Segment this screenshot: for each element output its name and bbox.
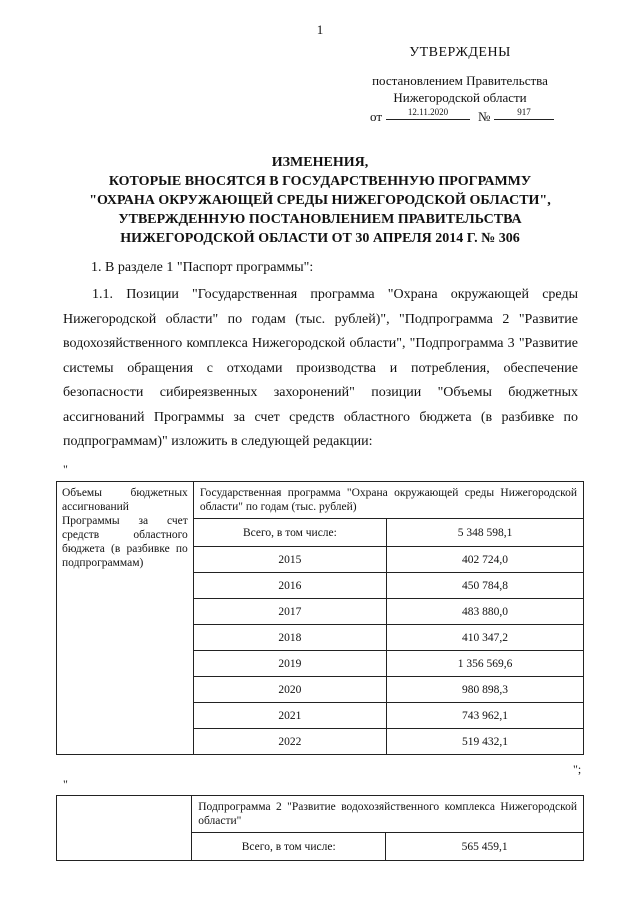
year-cell: 2016	[193, 573, 386, 599]
from-word: от	[370, 109, 383, 124]
title-line: ИЗМЕНЕНИЯ,	[271, 155, 369, 170]
budget-label-cell: Объемы бюджетных ассигнований Программы за счет средств областного бюджета (в разбивке по подпрограммам)	[57, 482, 194, 755]
title-line: НИЖЕГОРОДСКОЙ ОБЛАСТИ ОТ 30 АПРЕЛЯ 2014 Г. № 306	[120, 231, 520, 246]
value-cell: 1 356 569,6	[387, 651, 584, 677]
year-cell: 2021	[193, 703, 386, 729]
value-cell: 402 724,0	[387, 547, 584, 573]
approval-date: 12.11.2020	[386, 104, 470, 120]
paragraph-1: 1. В разделе 1 "Паспорт программы":	[91, 260, 314, 275]
title-line: КОТОРЫЕ ВНОСЯТСЯ В ГОСУДАРСТВЕННУЮ ПРОГРАММУ	[108, 174, 532, 189]
year-cell: 2017	[193, 599, 386, 625]
value-cell: 450 784,8	[387, 573, 584, 599]
title-line: "ОХРАНА ОКРУЖАЮЩЕЙ СРЕДЫ НИЖЕГОРОДСКОЙ ОБЛАСТИ",	[89, 193, 551, 208]
approval-number: 917	[494, 104, 554, 120]
value-cell: 980 898,3	[387, 677, 584, 703]
title-line: УТВЕРЖДЕННУЮ ПОСТАНОВЛЕНИЕМ ПРАВИТЕЛЬСТВА	[118, 212, 522, 227]
paragraph-1-1: 1.1. Позиции "Государственная программа "Охрана окружающей среды Нижегородской области" по годам (тыс. рублей)", "Подпрограмма 2 "Развитие водохозяйственного комплекса Нижегородской области", "Подпрограмма 3 "Развитие системы обращения с отходами производства и потребления, обеспечение безопасности сибиреязвенных захоронений" позиции "Объемы бюджетных ассигнований Программы за счет средств областного бюджета (в разбивке по подпрограммам)" изложить в следующей редакции:	[63, 287, 578, 449]
document-title	[40, 153, 600, 248]
approved-heading: УТВЕРЖДЕНЫ	[409, 45, 511, 60]
year-cell: 2022	[193, 729, 386, 755]
opening-quote: "	[63, 462, 68, 476]
opening-quote: "	[63, 777, 68, 791]
value-cell: 483 880,0	[387, 599, 584, 625]
total-value-cell: 565 459,1	[386, 833, 584, 861]
approval-block	[330, 44, 590, 125]
total-label-cell: Всего, в том числе:	[192, 833, 386, 861]
closing-quote: ";	[573, 762, 582, 776]
approval-line-2: Нижегородской области	[393, 90, 527, 105]
subprogram-header-cell: Подпрограмма 2 "Развитие водохозяйственного комплекса Нижегородской области"	[192, 796, 584, 833]
page-number: 1	[316, 22, 324, 37]
budget-table-program	[56, 481, 584, 755]
empty-label-cell	[57, 796, 192, 861]
approval-date-line	[330, 107, 590, 125]
total-value-cell: 5 348 598,1	[387, 519, 584, 547]
budget-table-subprogram-2	[56, 795, 584, 861]
total-label-cell: Всего, в том числе:	[193, 519, 386, 547]
value-cell: 519 432,1	[387, 729, 584, 755]
year-cell: 2019	[193, 651, 386, 677]
year-cell: 2018	[193, 625, 386, 651]
value-cell: 743 962,1	[387, 703, 584, 729]
year-cell: 2015	[193, 547, 386, 573]
value-cell: 410 347,2	[387, 625, 584, 651]
year-cell: 2020	[193, 677, 386, 703]
approval-line-1: постановлением Правительства	[372, 73, 548, 88]
number-sign: №	[478, 109, 491, 124]
program-header-cell: Государственная программа "Охрана окружающей среды Нижегородской области" по годам (тыс. рублей)	[193, 482, 583, 519]
